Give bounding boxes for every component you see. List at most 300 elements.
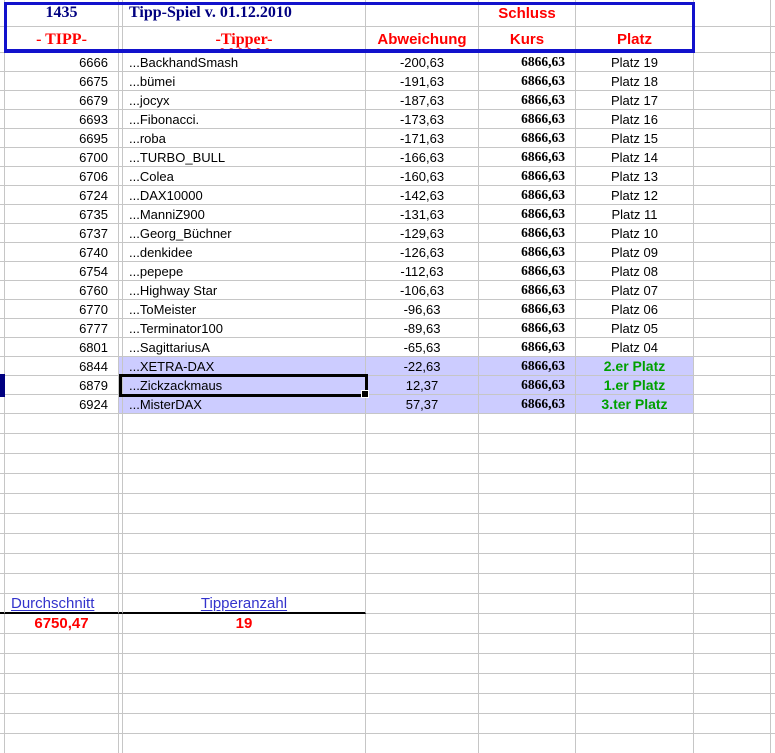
empty-cell[interactable] bbox=[479, 574, 576, 594]
empty-row bbox=[0, 514, 775, 534]
cell-abweichung[interactable]: -65,63 bbox=[366, 338, 479, 357]
cell-kurs[interactable]: 6866,63 bbox=[479, 281, 576, 300]
empty-cell[interactable] bbox=[694, 243, 771, 262]
empty-cell[interactable] bbox=[771, 205, 775, 224]
empty-cell[interactable] bbox=[694, 224, 771, 243]
cell-platz[interactable]: Platz 14 bbox=[576, 148, 694, 167]
cell-platz[interactable]: Platz 15 bbox=[576, 129, 694, 148]
cell-abweichung[interactable]: -142,63 bbox=[366, 186, 479, 205]
empty-cell[interactable] bbox=[771, 376, 775, 395]
empty-cell[interactable] bbox=[694, 674, 771, 694]
empty-cell[interactable] bbox=[123, 654, 366, 674]
cell-platz[interactable]: Platz 08 bbox=[576, 262, 694, 281]
empty-cell[interactable] bbox=[694, 454, 771, 474]
empty-cell[interactable] bbox=[694, 734, 771, 753]
empty-cell[interactable] bbox=[771, 614, 775, 634]
cell-platz[interactable]: Platz 07 bbox=[576, 281, 694, 300]
durchschnitt-label-cell[interactable] bbox=[5, 594, 119, 614]
empty-cell[interactable] bbox=[771, 395, 775, 414]
empty-cell[interactable] bbox=[479, 494, 576, 514]
empty-cell[interactable] bbox=[771, 91, 775, 110]
cell-kurs[interactable]: 6866,63 bbox=[479, 300, 576, 319]
cell-abweichung[interactable]: -171,63 bbox=[366, 129, 479, 148]
cell-platz[interactable]: Platz 18 bbox=[576, 72, 694, 91]
empty-cell[interactable] bbox=[771, 414, 775, 434]
table-row bbox=[0, 186, 775, 205]
column-header-abweichung[interactable]: Abweichung bbox=[366, 27, 479, 53]
cell-kurs[interactable]: 6866,63 bbox=[479, 357, 576, 376]
tipperanzahl-label-cell[interactable] bbox=[123, 594, 366, 614]
cell-platz[interactable]: Platz 17 bbox=[576, 91, 694, 110]
empty-cell[interactable] bbox=[576, 494, 694, 514]
cell-tipper[interactable]: ...roba bbox=[123, 129, 366, 148]
cell-tipp[interactable]: 6679 bbox=[5, 91, 119, 110]
empty-cell[interactable] bbox=[771, 243, 775, 262]
cell-platz[interactable]: Platz 13 bbox=[576, 167, 694, 186]
empty-cell[interactable] bbox=[366, 0, 479, 27]
empty-cell[interactable] bbox=[771, 654, 775, 674]
empty-cell[interactable] bbox=[366, 474, 479, 494]
empty-row bbox=[0, 634, 775, 654]
cell-kurs[interactable]: 6866,63 bbox=[479, 148, 576, 167]
empty-cell[interactable] bbox=[771, 110, 775, 129]
empty-cell[interactable] bbox=[366, 654, 479, 674]
empty-cell[interactable] bbox=[771, 594, 775, 614]
empty-cell[interactable] bbox=[771, 167, 775, 186]
empty-cell[interactable] bbox=[479, 594, 576, 614]
cell-abweichung[interactable]: -200,63 bbox=[366, 53, 479, 72]
cell-tipp[interactable]: 6735 bbox=[5, 205, 119, 224]
cell-kurs[interactable]: 6866,63 bbox=[479, 72, 576, 91]
empty-cell[interactable] bbox=[479, 414, 576, 434]
cell-platz[interactable]: Platz 16 bbox=[576, 110, 694, 129]
empty-cell[interactable] bbox=[5, 634, 119, 654]
cell-kurs[interactable]: 6866,63 bbox=[479, 395, 576, 414]
cell-tipp[interactable]: 6724 bbox=[5, 186, 119, 205]
durchschnitt-value-cell[interactable]: 6750,47 bbox=[5, 614, 119, 634]
empty-cell[interactable] bbox=[366, 514, 479, 534]
cell-tipper[interactable]: ...DAX10000 bbox=[123, 186, 366, 205]
empty-cell[interactable] bbox=[366, 674, 479, 694]
cell-tipp[interactable]: 6666 bbox=[5, 53, 119, 72]
empty-cell[interactable] bbox=[123, 494, 366, 514]
empty-cell[interactable] bbox=[771, 357, 775, 376]
durchschnitt-label: Durchschnitt bbox=[11, 594, 95, 612]
empty-cell[interactable] bbox=[123, 454, 366, 474]
empty-cell[interactable] bbox=[479, 734, 576, 753]
cell-tipp[interactable]: 6706 bbox=[5, 167, 119, 186]
cell-tipp[interactable]: 6770 bbox=[5, 300, 119, 319]
empty-cell[interactable] bbox=[366, 534, 479, 554]
empty-cell[interactable] bbox=[576, 694, 694, 714]
empty-cell[interactable] bbox=[366, 494, 479, 514]
empty-cell[interactable] bbox=[694, 514, 771, 534]
empty-cell[interactable] bbox=[771, 148, 775, 167]
empty-cell[interactable] bbox=[694, 148, 771, 167]
empty-cell[interactable] bbox=[576, 434, 694, 454]
empty-grid-area bbox=[0, 634, 775, 753]
empty-row bbox=[0, 654, 775, 674]
empty-cell[interactable] bbox=[5, 554, 119, 574]
empty-cell[interactable] bbox=[694, 654, 771, 674]
empty-cell[interactable] bbox=[694, 167, 771, 186]
cell-kurs[interactable]: 6866,63 bbox=[479, 262, 576, 281]
cell-tipper[interactable]: ...SagittariusA bbox=[123, 338, 366, 357]
table-row bbox=[0, 243, 775, 262]
empty-cell[interactable] bbox=[366, 594, 479, 614]
empty-cell[interactable] bbox=[694, 300, 771, 319]
cell-abweichung[interactable]: -160,63 bbox=[366, 167, 479, 186]
cell-kurs[interactable]: 6866,63 bbox=[479, 338, 576, 357]
cell-abweichung[interactable]: -96,63 bbox=[366, 300, 479, 319]
empty-cell[interactable] bbox=[576, 654, 694, 674]
empty-cell[interactable] bbox=[694, 434, 771, 454]
empty-cell[interactable] bbox=[479, 714, 576, 734]
empty-cell[interactable] bbox=[694, 614, 771, 634]
empty-cell[interactable] bbox=[771, 129, 775, 148]
empty-cell[interactable] bbox=[694, 281, 771, 300]
empty-cell[interactable] bbox=[5, 714, 119, 734]
empty-cell[interactable] bbox=[479, 554, 576, 574]
table-row bbox=[0, 148, 775, 167]
empty-row bbox=[0, 714, 775, 734]
cell-abweichung[interactable]: -129,63 bbox=[366, 224, 479, 243]
empty-cell[interactable] bbox=[479, 474, 576, 494]
empty-cell[interactable] bbox=[694, 72, 771, 91]
empty-cell[interactable] bbox=[366, 434, 479, 454]
empty-cell[interactable] bbox=[771, 574, 775, 594]
empty-cell[interactable] bbox=[366, 554, 479, 574]
selected-row-marker bbox=[0, 374, 5, 397]
cell-abweichung[interactable]: -126,63 bbox=[366, 243, 479, 262]
empty-cell[interactable] bbox=[123, 414, 366, 434]
empty-cell[interactable] bbox=[123, 734, 366, 753]
empty-row bbox=[0, 554, 775, 574]
empty-cell[interactable] bbox=[576, 714, 694, 734]
empty-cell[interactable] bbox=[576, 474, 694, 494]
empty-cell[interactable] bbox=[123, 514, 366, 534]
header-row-2 bbox=[0, 27, 775, 53]
empty-cell[interactable] bbox=[479, 434, 576, 454]
empty-grid-area bbox=[0, 414, 775, 594]
empty-cell[interactable] bbox=[771, 454, 775, 474]
empty-cell[interactable] bbox=[366, 614, 479, 634]
empty-cell[interactable] bbox=[771, 674, 775, 694]
cell-platz[interactable]: Platz 09 bbox=[576, 243, 694, 262]
cell-platz[interactable]: Platz 06 bbox=[576, 300, 694, 319]
empty-cell[interactable] bbox=[366, 714, 479, 734]
header-title-cell[interactable]: Tipp-Spiel v. 01.12.2010 bbox=[123, 0, 366, 27]
cell-tipper[interactable]: ...ManniZ900 bbox=[123, 205, 366, 224]
cell-kurs[interactable]: 6866,63 bbox=[479, 186, 576, 205]
empty-cell[interactable] bbox=[771, 514, 775, 534]
empty-cell[interactable] bbox=[366, 574, 479, 594]
empty-cell[interactable] bbox=[694, 554, 771, 574]
empty-cell[interactable] bbox=[771, 694, 775, 714]
column-header-tipper[interactable] bbox=[123, 27, 366, 53]
empty-row bbox=[0, 414, 775, 434]
empty-cell[interactable] bbox=[694, 129, 771, 148]
table-row bbox=[0, 300, 775, 319]
empty-cell[interactable] bbox=[576, 574, 694, 594]
cell-platz[interactable]: Platz 04 bbox=[576, 338, 694, 357]
empty-cell[interactable] bbox=[694, 694, 771, 714]
empty-cell[interactable] bbox=[123, 474, 366, 494]
cell-abweichung[interactable]: 12,37 bbox=[366, 376, 479, 395]
cell-tipper[interactable]: ...Fibonacci. bbox=[123, 110, 366, 129]
cell-tipper[interactable]: ...Highway Star bbox=[123, 281, 366, 300]
cell-kurs[interactable]: 6866,63 bbox=[479, 167, 576, 186]
active-cell-selection-border[interactable] bbox=[119, 374, 368, 397]
empty-cell[interactable] bbox=[123, 534, 366, 554]
fill-handle[interactable] bbox=[361, 390, 369, 398]
cell-platz[interactable]: Platz 12 bbox=[576, 186, 694, 205]
empty-cell[interactable] bbox=[479, 454, 576, 474]
table-row bbox=[0, 205, 775, 224]
cell-tipp[interactable]: 6695 bbox=[5, 129, 119, 148]
empty-cell[interactable] bbox=[479, 534, 576, 554]
empty-cell[interactable] bbox=[694, 186, 771, 205]
empty-cell[interactable] bbox=[694, 357, 771, 376]
empty-cell[interactable] bbox=[694, 395, 771, 414]
empty-cell[interactable] bbox=[771, 262, 775, 281]
empty-cell[interactable] bbox=[366, 454, 479, 474]
empty-cell[interactable] bbox=[694, 714, 771, 734]
empty-cell[interactable] bbox=[771, 554, 775, 574]
empty-cell[interactable] bbox=[576, 674, 694, 694]
empty-cell[interactable] bbox=[5, 694, 119, 714]
cell-kurs[interactable]: 6866,63 bbox=[479, 243, 576, 262]
tipp-table-body bbox=[0, 53, 775, 414]
table-row bbox=[0, 262, 775, 281]
empty-cell[interactable] bbox=[771, 319, 775, 338]
cell-platz[interactable]: Platz 11 bbox=[576, 205, 694, 224]
empty-cell[interactable] bbox=[771, 714, 775, 734]
table-row bbox=[0, 53, 775, 72]
cell-abweichung[interactable]: 57,37 bbox=[366, 395, 479, 414]
cell-abweichung[interactable]: -187,63 bbox=[366, 91, 479, 110]
empty-cell[interactable] bbox=[576, 734, 694, 753]
cell-abweichung[interactable]: -173,63 bbox=[366, 110, 479, 129]
empty-cell[interactable] bbox=[771, 53, 775, 72]
cell-abweichung[interactable]: -191,63 bbox=[366, 72, 479, 91]
table-row bbox=[0, 110, 775, 129]
table-row bbox=[0, 281, 775, 300]
cell-abweichung[interactable]: -106,63 bbox=[366, 281, 479, 300]
empty-cell[interactable] bbox=[694, 574, 771, 594]
cell-tipper[interactable]: ...ToMeister bbox=[123, 300, 366, 319]
empty-cell[interactable] bbox=[5, 514, 119, 534]
cell-kurs[interactable]: 6866,63 bbox=[479, 91, 576, 110]
empty-cell[interactable] bbox=[123, 554, 366, 574]
empty-cell[interactable] bbox=[479, 614, 576, 634]
empty-cell[interactable] bbox=[771, 224, 775, 243]
cell-kurs[interactable]: 6866,63 bbox=[479, 110, 576, 129]
cell-tipp[interactable]: 6844 bbox=[5, 357, 119, 376]
empty-cell[interactable] bbox=[694, 474, 771, 494]
empty-cell[interactable] bbox=[576, 634, 694, 654]
cell-tipper[interactable]: ...Colea bbox=[123, 167, 366, 186]
empty-cell[interactable] bbox=[5, 454, 119, 474]
empty-cell[interactable] bbox=[771, 0, 775, 27]
column-header-kurs[interactable]: Kurs bbox=[479, 27, 576, 53]
empty-cell[interactable] bbox=[771, 494, 775, 514]
empty-cell[interactable] bbox=[771, 300, 775, 319]
empty-cell[interactable] bbox=[694, 634, 771, 654]
empty-cell[interactable] bbox=[366, 694, 479, 714]
empty-cell[interactable] bbox=[479, 694, 576, 714]
cell-tipper[interactable]: ...Terminator100 bbox=[123, 319, 366, 338]
empty-cell[interactable] bbox=[576, 514, 694, 534]
empty-cell[interactable] bbox=[771, 281, 775, 300]
cell-tipp[interactable]: 6879 bbox=[5, 376, 119, 395]
tipperanzahl-label: Tipperanzahl bbox=[200, 594, 288, 612]
empty-cell[interactable] bbox=[771, 434, 775, 454]
empty-cell[interactable] bbox=[694, 205, 771, 224]
cell-tipp[interactable]: 6737 bbox=[5, 224, 119, 243]
empty-cell[interactable] bbox=[771, 534, 775, 554]
cell-tipp[interactable]: 6700 bbox=[5, 148, 119, 167]
cell-tipper[interactable]: ...BackhandSmash bbox=[123, 53, 366, 72]
empty-cell[interactable] bbox=[576, 454, 694, 474]
cell-abweichung[interactable]: -166,63 bbox=[366, 148, 479, 167]
cell-tipper[interactable]: ...MisterDAX bbox=[123, 395, 366, 414]
empty-cell[interactable] bbox=[5, 534, 119, 554]
empty-cell[interactable] bbox=[771, 72, 775, 91]
column-header-tipp[interactable]: - TIPP- bbox=[5, 27, 119, 53]
empty-cell[interactable] bbox=[694, 110, 771, 129]
empty-cell[interactable] bbox=[123, 674, 366, 694]
empty-cell[interactable] bbox=[771, 338, 775, 357]
empty-cell[interactable] bbox=[694, 414, 771, 434]
empty-cell[interactable] bbox=[123, 714, 366, 734]
empty-cell[interactable] bbox=[694, 376, 771, 395]
cell-tipp[interactable]: 6675 bbox=[5, 72, 119, 91]
cell-tipper[interactable]: ...TURBO_BULL bbox=[123, 148, 366, 167]
empty-cell[interactable] bbox=[366, 734, 479, 753]
cell-kurs[interactable]: 6866,63 bbox=[479, 53, 576, 72]
cell-tipper[interactable]: ...pepepe bbox=[123, 262, 366, 281]
empty-cell[interactable] bbox=[694, 594, 771, 614]
cell-tipp[interactable]: 6740 bbox=[5, 243, 119, 262]
cell-tipp[interactable]: 6693 bbox=[5, 110, 119, 129]
empty-cell[interactable] bbox=[479, 514, 576, 534]
cell-platz[interactable]: 2.er Platz bbox=[576, 357, 694, 376]
empty-cell[interactable] bbox=[5, 654, 119, 674]
empty-cell[interactable] bbox=[123, 634, 366, 654]
empty-cell[interactable] bbox=[5, 734, 119, 753]
empty-cell[interactable] bbox=[694, 534, 771, 554]
empty-cell[interactable] bbox=[479, 654, 576, 674]
cell-tipper[interactable]: ...bümei bbox=[123, 72, 366, 91]
empty-cell[interactable] bbox=[694, 262, 771, 281]
cell-platz[interactable]: Platz 05 bbox=[576, 319, 694, 338]
header-tipp-number-cell[interactable]: 1435 bbox=[5, 0, 119, 27]
cell-kurs[interactable]: 6866,63 bbox=[479, 205, 576, 224]
empty-cell[interactable] bbox=[5, 434, 119, 454]
table-row bbox=[0, 357, 775, 376]
empty-cell[interactable] bbox=[576, 614, 694, 634]
table-row bbox=[0, 376, 775, 395]
empty-cell[interactable] bbox=[123, 694, 366, 714]
cell-tipper[interactable]: ...denkidee bbox=[123, 243, 366, 262]
cell-kurs[interactable]: 6866,63 bbox=[479, 319, 576, 338]
empty-cell[interactable] bbox=[771, 27, 775, 53]
empty-cell[interactable] bbox=[5, 414, 119, 434]
empty-cell[interactable] bbox=[576, 414, 694, 434]
empty-row bbox=[0, 534, 775, 554]
empty-cell[interactable] bbox=[771, 734, 775, 753]
column-header-platz[interactable]: Platz bbox=[576, 27, 694, 53]
cell-tipp[interactable]: 6801 bbox=[5, 338, 119, 357]
empty-cell[interactable] bbox=[479, 634, 576, 654]
empty-cell[interactable] bbox=[366, 634, 479, 654]
cell-tipper[interactable]: ...Zickzackmaus bbox=[123, 376, 366, 395]
empty-cell[interactable] bbox=[123, 574, 366, 594]
cell-abweichung[interactable]: -89,63 bbox=[366, 319, 479, 338]
summary-label-row bbox=[0, 594, 775, 614]
empty-cell[interactable] bbox=[771, 186, 775, 205]
table-row bbox=[0, 319, 775, 338]
header-schluss-cell[interactable]: Schluss bbox=[479, 0, 576, 27]
empty-cell[interactable] bbox=[694, 319, 771, 338]
empty-cell[interactable] bbox=[576, 554, 694, 574]
cell-abweichung[interactable]: -131,63 bbox=[366, 205, 479, 224]
empty-cell[interactable] bbox=[771, 634, 775, 654]
empty-cell[interactable] bbox=[5, 574, 119, 594]
empty-cell[interactable] bbox=[694, 27, 771, 53]
cell-kurs[interactable]: 6866,63 bbox=[479, 129, 576, 148]
cell-tipp[interactable]: 6924 bbox=[5, 395, 119, 414]
column-header-tipper-label: -Tipper- bbox=[215, 30, 273, 48]
cell-platz[interactable]: Platz 10 bbox=[576, 224, 694, 243]
cell-kurs[interactable]: 6866,63 bbox=[479, 376, 576, 395]
empty-cell[interactable] bbox=[694, 53, 771, 72]
empty-cell[interactable] bbox=[123, 434, 366, 454]
empty-cell[interactable] bbox=[5, 474, 119, 494]
empty-cell[interactable] bbox=[5, 674, 119, 694]
table-row bbox=[0, 167, 775, 186]
empty-row bbox=[0, 434, 775, 454]
empty-cell[interactable] bbox=[576, 534, 694, 554]
cell-tipp[interactable]: 6760 bbox=[5, 281, 119, 300]
empty-cell[interactable] bbox=[5, 494, 119, 514]
header-row-1 bbox=[0, 0, 775, 27]
cell-kurs[interactable]: 6866,63 bbox=[479, 224, 576, 243]
empty-cell[interactable] bbox=[576, 594, 694, 614]
cell-tipper[interactable]: ...XETRA-DAX bbox=[123, 357, 366, 376]
cell-abweichung[interactable]: -112,63 bbox=[366, 262, 479, 281]
empty-cell[interactable] bbox=[366, 414, 479, 434]
cell-abweichung[interactable]: -22,63 bbox=[366, 357, 479, 376]
cell-tipper[interactable]: ...Georg_Büchner bbox=[123, 224, 366, 243]
empty-cell[interactable] bbox=[694, 338, 771, 357]
empty-cell[interactable] bbox=[479, 674, 576, 694]
empty-cell[interactable] bbox=[771, 474, 775, 494]
tipperanzahl-value-cell[interactable]: 19 bbox=[123, 614, 366, 634]
cell-platz[interactable]: 1.er Platz bbox=[576, 376, 694, 395]
cell-tipp[interactable]: 6777 bbox=[5, 319, 119, 338]
cell-platz[interactable]: 3.ter Platz bbox=[576, 395, 694, 414]
empty-cell[interactable] bbox=[576, 0, 694, 27]
cell-platz[interactable]: Platz 19 bbox=[576, 53, 694, 72]
tipperanzahl-label-underline bbox=[201, 595, 287, 612]
empty-cell[interactable] bbox=[694, 91, 771, 110]
cell-tipp[interactable]: 6754 bbox=[5, 262, 119, 281]
empty-cell[interactable] bbox=[694, 494, 771, 514]
empty-cell[interactable] bbox=[694, 0, 771, 27]
cell-tipper[interactable]: ...jocyx bbox=[123, 91, 366, 110]
